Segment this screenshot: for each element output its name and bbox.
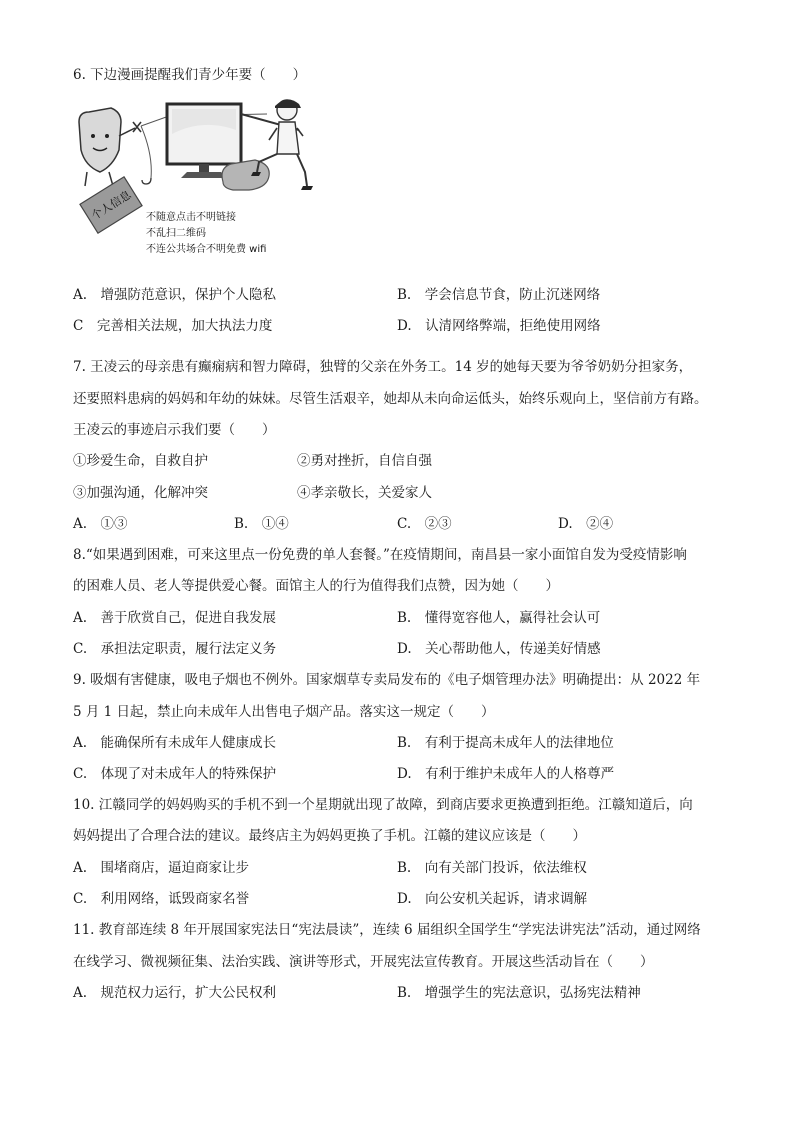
q7-option-a: A. ①③ [73,516,128,532]
q11-option-a: A. 规范权力运行，扩大公民权利 [73,985,277,1001]
q9-stem-line-1: 9. 吸烟有害健康，吸电子烟也不例外。国家烟草专卖局发布的《电子烟管理办法》明确提出：从 2022 年 [73,672,701,688]
cartoon-line-3: 不连公共场合不明免费 wifi [146,244,267,255]
q7-option-d: D. ②④ [558,516,614,532]
q10-stem-line-2: 妈妈提出了合理合法的建议。最终店主为妈妈更换了手机。江赣的建议应该是（ ） [73,828,586,844]
q7-stem-line-1: 7. 王凌云的母亲患有癫痫病和智力障碍，独臂的父亲在外务工。14 岁的她每天要为爷爷奶奶分担家务， [73,359,693,375]
q8-option-c: C. 承担法定职责，履行法定义务 [73,641,277,657]
personal-info-sign [80,177,142,233]
q7-option-c: C. ②③ [397,516,452,532]
q6-option-b: B. 学会信息节食，防止沉迷网络 [397,287,601,303]
sign-text: 个人信息 [89,188,134,223]
q8-stem-line-1: 8.“如果遇到困难，可来这里点一份免费的单人套餐。”在疫情期间，南昌县一家小面馆自发为受疫情影响 [73,547,687,563]
q7-item-4: ④孝亲敬长，关爱家人 [297,485,432,501]
q9-option-c: C. 体现了对未成年人的特殊保护 [73,766,277,782]
q10-option-a: A. 围堵商店，逼迫商家让步 [73,860,250,876]
q10-option-b: B. 向有关部门投诉，依法维权 [397,860,587,876]
q7-stem-line-3: 王凌云的事迹启示我们要（ ） [73,422,276,438]
shield-character [79,108,141,186]
q6-option-d: D. 认清网络弊端，拒绝使用网络 [397,318,601,334]
q10-option-d: D. 向公安机关起诉，请求调解 [397,891,588,907]
q7-option-b: B. ①④ [234,516,289,532]
q9-option-d: D. 有利于维护未成年人的人格尊严 [397,766,615,782]
q6-option-c: C 完善相关法规，加大执法力度 [73,318,273,334]
q6-cartoon [73,92,323,264]
q8-stem-line-2: 的困难人员、老人等提供爱心餐。面馆主人的行为值得我们点赞，因为她（ ） [73,578,559,594]
q7-stem-line-2: 还要照料患病的妈妈和年幼的妹妹。尽管生活艰辛，她却从未向命运低头，始终乐观向上，坚信前方有路。 [73,391,708,407]
cartoon-line-2: 不乱扫二维码 [146,228,206,239]
q7-item-2: ②勇对挫折，自信自强 [297,453,432,469]
q10-option-c: C. 利用网络，诋毁商家名誉 [73,891,250,907]
cartoon-line-1: 不随意点击不明链接 [146,212,236,223]
q8-option-a: A. 善于欣赏自己，促进自我发展 [73,610,277,626]
q11-stem-line-2: 在线学习、微视频征集、法治实践、演讲等形式，开展宪法宣传教育。开展这些活动旨在（ ） [73,954,654,970]
q7-item-3: ③加强沟通，化解冲突 [73,485,208,501]
q10-stem-line-1: 10. 江赣同学的妈妈购买的手机不到一个星期就出现了故障，到商店要求更换遭到拒绝。江赣知道后，向 [73,797,693,813]
q9-option-b: B. 有利于提高未成年人的法律地位 [397,735,614,751]
q8-option-d: D. 关心帮助他人，传递美好情感 [397,641,601,657]
q6-option-a: A. 增强防范意识，保护个人隐私 [73,287,277,303]
q7-item-1: ①珍爱生命，自救自护 [73,453,208,469]
q9-stem-line-2: 5 月 1 日起，禁止向未成年人出售电子烟产品。落实这一规定（ ） [73,704,495,720]
q9-option-a: A. 能确保所有未成年人健康成长 [73,735,277,751]
q11-option-b: B. 增强学生的宪法意识，弘扬宪法精神 [397,985,641,1001]
q6-stem: 6. 下边漫画提醒我们青少年要（ ） [73,67,307,83]
q8-option-b: B. 懂得宽容他人，赢得社会认可 [397,610,601,626]
q11-stem-line-1: 11. 教育部连续 8 年开展国家宪法日“宪法晨读”，连续 6 届组织全国学生“学宪法讲宪法”活动，通过网络 [73,922,701,938]
